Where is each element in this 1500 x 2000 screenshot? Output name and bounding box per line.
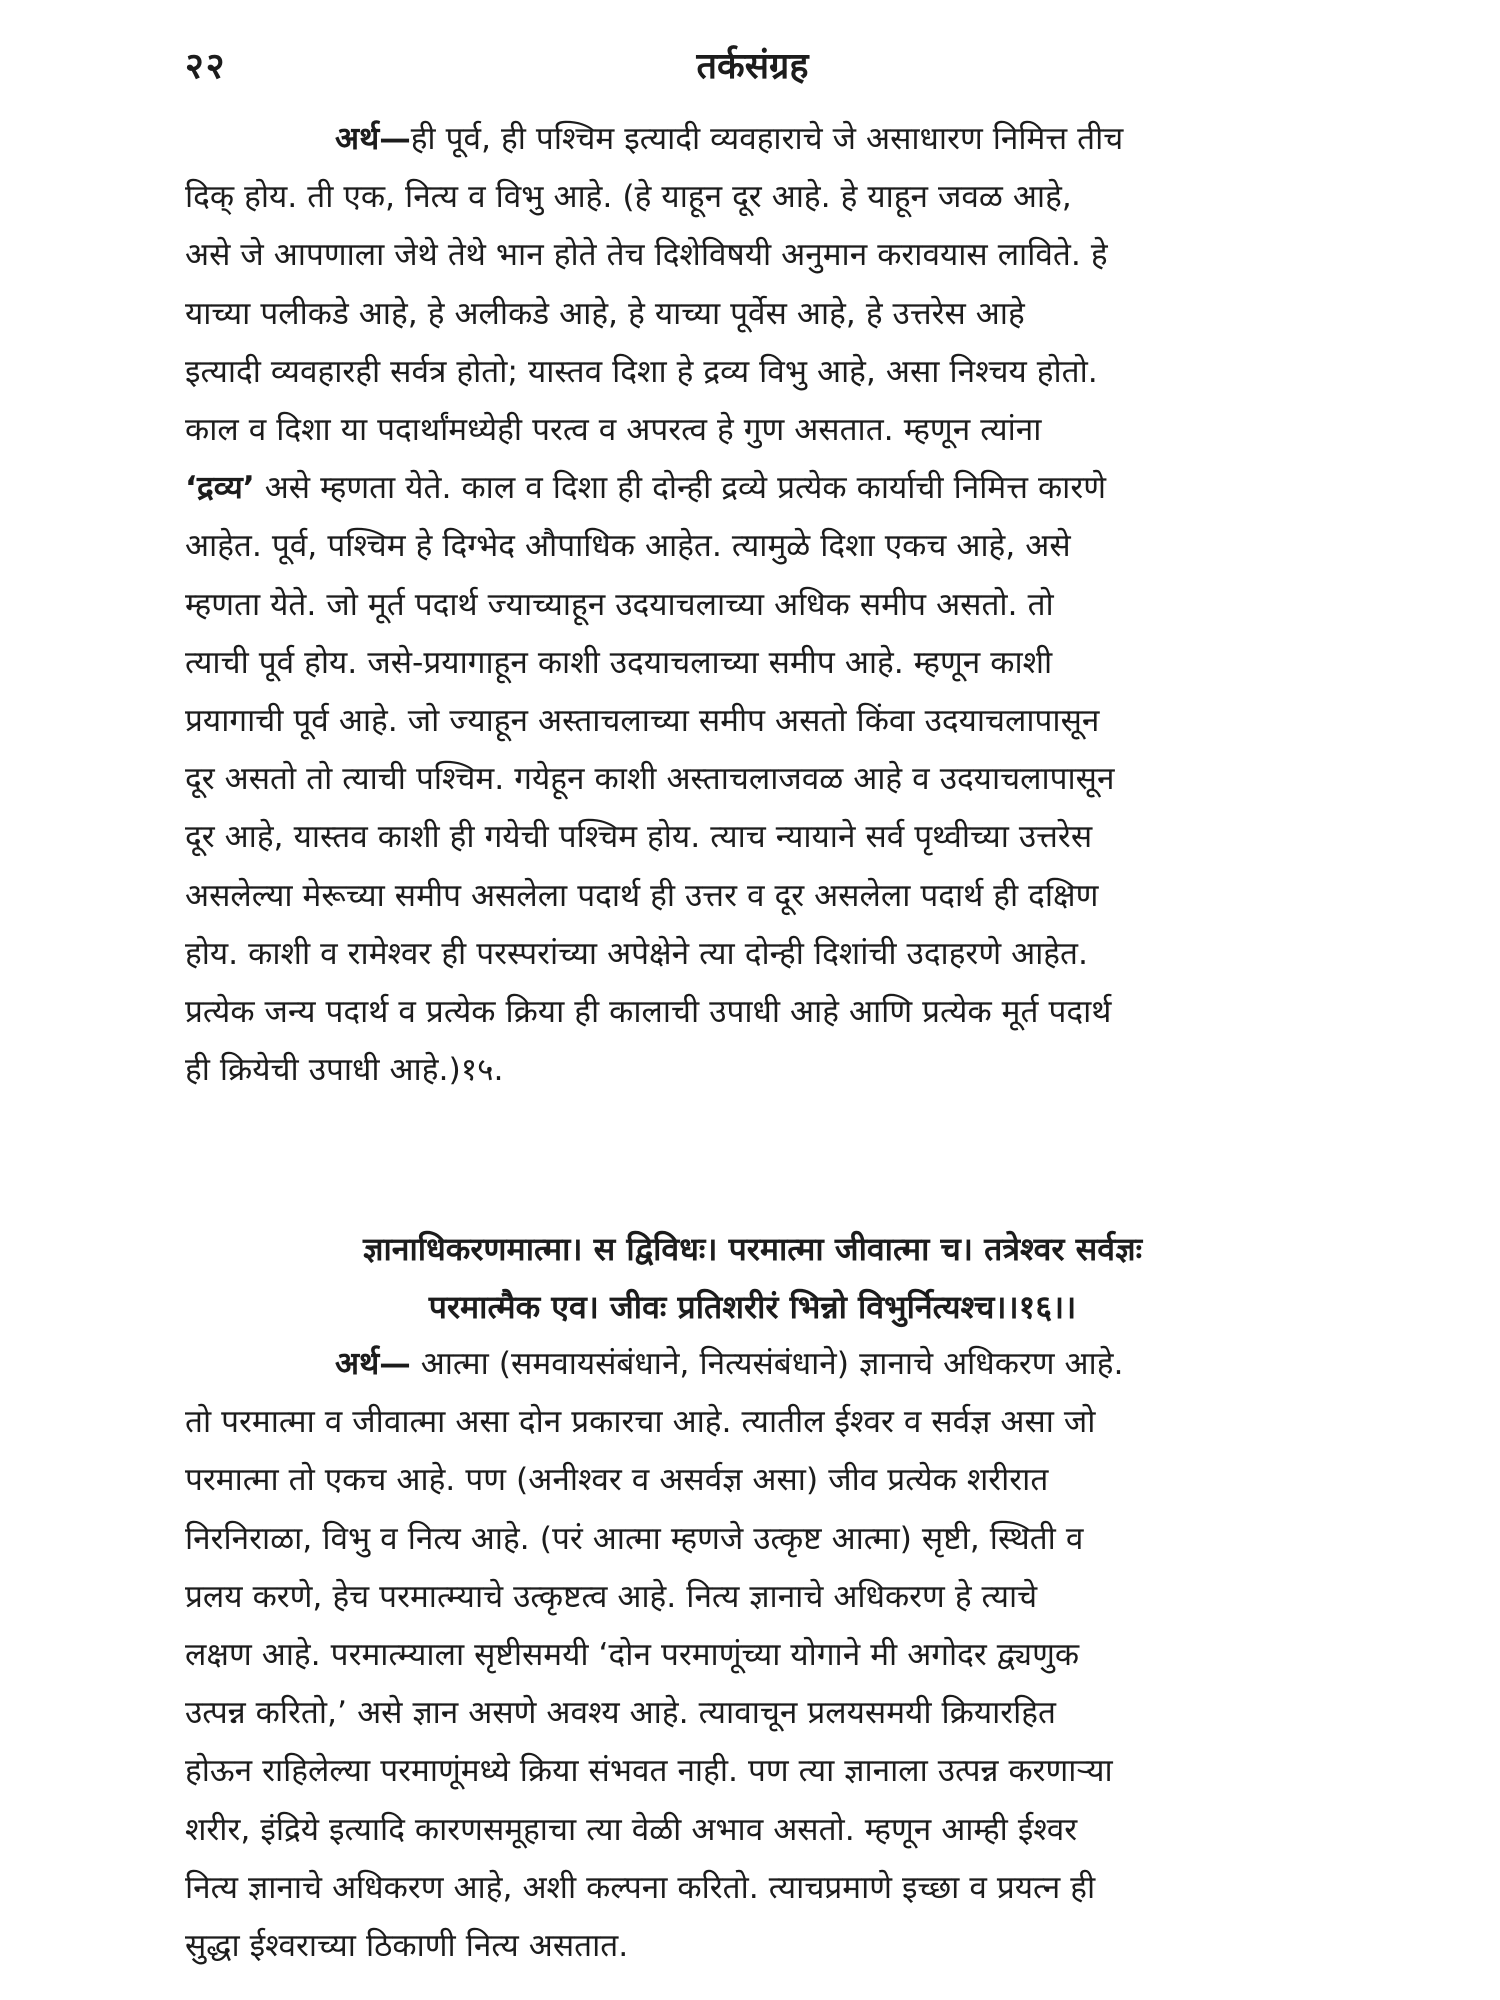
paragraph-first-line — [185, 110, 1320, 168]
text-line: ही क्रियेची उपाधी आहे.)१५. — [185, 1052, 504, 1089]
commentary-paragraph-2 — [185, 1335, 1320, 1975]
text-line: असे जे आपणाला जेथे तेथे भान होते तेच दिशेविषयी अनुमान करावयास लाविते. हे — [185, 237, 1108, 274]
text-line: इत्यादी व्यवहारही सर्वत्र होतो; यास्तव दिशा हे द्रव्य विभु आहे, असा निश्चय होतो. — [185, 353, 1098, 390]
sanskrit-verse — [185, 1220, 1320, 1336]
text-line: दूर आहे, यास्तव काशी ही गयेची पश्चिम होय. त्याच न्यायाने सर्व पृथ्वीच्या उत्तरेस — [185, 819, 1093, 856]
text-line: काल व दिशा या पदार्थांमध्येही परत्व व अपरत्व हे गुण असतात. म्हणून त्यांना — [185, 412, 1042, 449]
text-line: होऊन राहिलेल्या परमाणूंमध्ये क्रिया संभवत नाही. पण त्या ज्ञानाला उत्पन्न करणाऱ्या — [185, 1753, 1113, 1790]
text-line: म्हणता येते. जो मूर्त पदार्थ ज्याच्याहून उदयाचलाच्या अधिक समीप असतो. तो — [185, 586, 1054, 623]
text-line: याच्या पलीकडे आहे, हे अलीकडे आहे, हे याच्या पूर्वेस आहे, हे उत्तरेस आहे — [185, 295, 1025, 332]
text-line: दूर असतो तो त्याची पश्चिम. गयेहून काशी अस्ताचलाजवळ आहे व उदयाचलापासून — [185, 761, 1115, 798]
text-line: प्रयागाची पूर्व आहे. जो ज्याहून अस्ताचलाच्या समीप असतो किंवा उदयाचलापासून — [185, 703, 1100, 740]
text-line: आहेत. पूर्व, पश्चिम हे दिग्भेद औपाधिक आहेत. त्यामुळे दिशा एकच आहे, असे — [185, 528, 1071, 565]
text-line: परमात्मा तो एकच आहे. पण (अनीश्वर व असर्वज्ञ असा) जीव प्रत्येक शरीरात — [185, 1462, 1049, 1499]
artha-label: अर्थ— — [335, 1346, 411, 1382]
verse-line: परमात्मैक एव। जीवः प्रतिशरीरं भिन्नो विभुर्नित्यश्च।।१६।। — [428, 1288, 1077, 1326]
text-line: प्रलय करणे, हेच परमात्म्याचे उत्कृष्टत्व आहे. नित्य ज्ञानाचे अधिकरण हे त्याचे — [185, 1578, 1038, 1615]
text-fragment: असे म्हणता येते. काल व दिशा ही दोन्ही द्रव्ये प्रत्येक कार्याची निमित्त कारणे — [254, 470, 1106, 507]
bold-term: ‘द्रव्य’ — [185, 470, 255, 507]
text-line: तो परमात्मा व जीवात्मा असा दोन प्रकारचा आहे. त्यातील ईश्वर व सर्वज्ञ असा जो — [185, 1404, 1096, 1441]
artha-label: अर्थ— — [335, 121, 411, 157]
page-header — [185, 40, 1320, 100]
text-line: उत्पन्न करितो,’ असे ज्ञान असणे अवश्य आहे. त्यावाचून प्रलयसमयी क्रियारहित — [185, 1695, 1056, 1732]
text-line: त्याची पूर्व होय. जसे-प्रयागाहून काशी उदयाचलाच्या समीप आहे. म्हणून काशी — [185, 644, 1053, 681]
text-line: होय. काशी व रामेश्वर ही परस्परांच्या अपेक्षेने त्या दोन्ही दिशांची उदाहरणे आहेत. — [185, 935, 1088, 972]
text-line: ही पूर्व, ही पश्चिम इत्यादी व्यवहाराचे जे असाधारण निमित्त तीच — [410, 121, 1124, 157]
text-line: नित्य ज्ञानाचे अधिकरण आहे, अशी कल्पना करितो. त्याचप्रमाणे इच्छा व प्रयत्न ही — [185, 1869, 1096, 1906]
text-line: दिक् होय. ती एक, नित्य व विभु आहे. (हे याहून दूर आहे. हे याहून जवळ आहे, — [185, 179, 1072, 216]
text-line: आत्मा (समवायसंबंधाने, नित्यसंबंधाने) ज्ञानाचे अधिकरण आहे. — [410, 1346, 1124, 1382]
page-number: २२ — [185, 46, 227, 87]
text-line: सुद्धा ईश्वराच्या ठिकाणी नित्य असतात. — [185, 1928, 629, 1965]
paragraph-first-line — [185, 1335, 1320, 1393]
text-line: निरनिराळा, विभु व नित्य आहे. (परं आत्मा म्हणजे उत्कृष्ट आत्मा) सृष्टी, स्थिती व — [185, 1520, 1084, 1557]
text-line-with-term — [185, 459, 1320, 517]
text-line: शरीर, इंद्रिये इत्यादि कारणसमूहाचा त्या वेळी अभाव असतो. म्हणून आम्ही ईश्वर — [185, 1811, 1078, 1848]
running-title: तर्कसंग्रह — [696, 46, 809, 87]
text-line: असलेल्या मेरूच्या समीप असलेला पदार्थ ही उत्तर व दूर असलेला पदार्थ ही दक्षिण — [185, 877, 1099, 914]
text-line: प्रत्येक जन्य पदार्थ व प्रत्येक क्रिया ही कालाची उपाधी आहे आणि प्रत्येक मूर्त पदार्थ — [185, 994, 1112, 1031]
commentary-paragraph-1 — [185, 110, 1320, 1099]
verse-line: ज्ञानाधिकरणमात्मा। स द्विविधः। परमात्मा जीवात्मा च। तत्रेश्वर सर्वज्ञः — [362, 1230, 1143, 1268]
text-line: लक्षण आहे. परमात्म्याला सृष्टीसमयी ‘दोन परमाणूंच्या योगाने मी अगोदर द्व्यणुक — [185, 1637, 1080, 1674]
